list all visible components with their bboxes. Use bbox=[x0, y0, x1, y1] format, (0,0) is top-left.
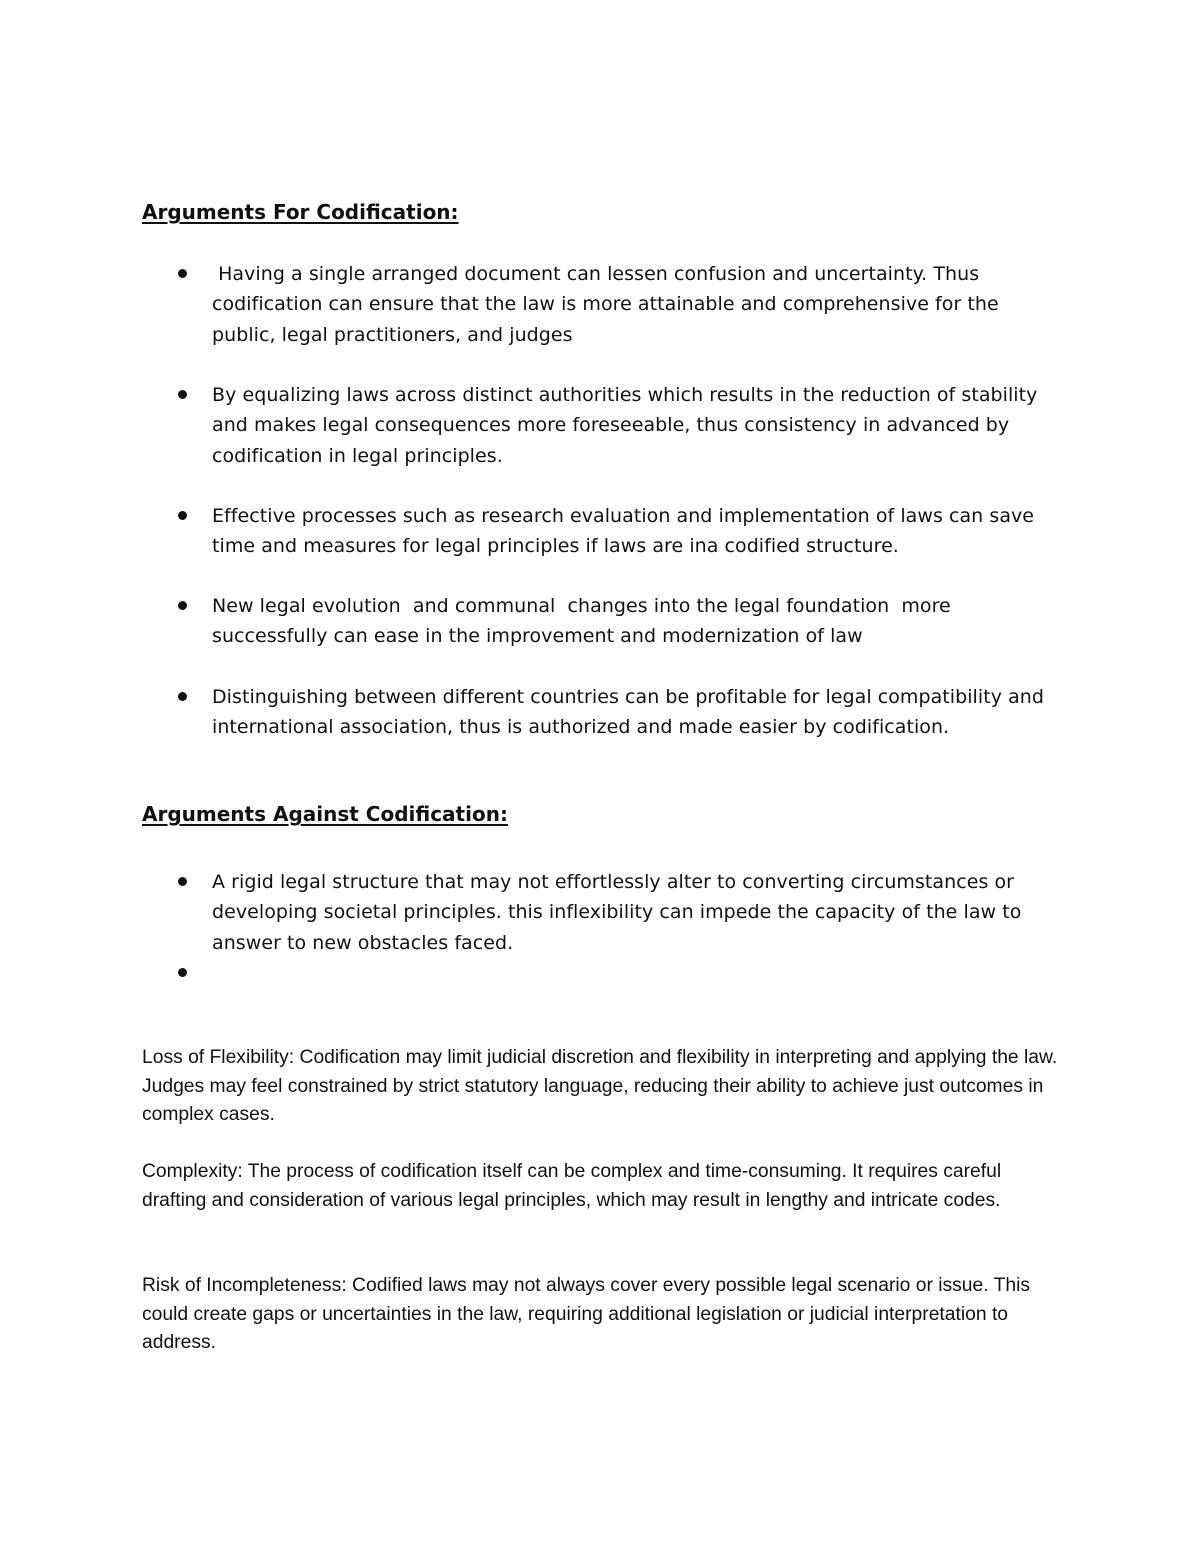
bullet-icon bbox=[178, 511, 187, 520]
list-item-text: Effective processes such as research evaluation and implementation of laws can save time and measures for legal principles if laws are ina codified structure. bbox=[212, 505, 1041, 558]
complexity-paragraph: Complexity: The process of codification itself can be complex and time-consuming. It requires careful drafting and consideration of various legal principles, which may result in lengthy and intricate codes. bbox=[142, 1161, 1002, 1211]
arguments-for-heading: Arguments For Codification: bbox=[142, 200, 459, 224]
bullet-icon bbox=[178, 601, 187, 610]
risk-of-incompleteness-paragraph: Risk of Incompleteness: Codified laws may not always cover every possible legal scenario or issue. This could create gaps or uncertainties in the law, requiring additional legislation or judicial interpretation to address. bbox=[142, 1275, 1031, 1354]
arguments-against-heading: Arguments Against Codification: bbox=[142, 802, 508, 826]
bullet-icon bbox=[178, 390, 187, 399]
list-item-text: A rigid legal structure that may not effortlessly alter to converting circumstances or developing societal principles. this inflexibility can impede the capacity of the law to answer to new obstacles faced. bbox=[212, 871, 1028, 954]
list-item-text: By equalizing laws across distinct authorities which results in the reduction of stability and makes legal consequences more foreseeable, thus consistency in advanced by codification in legal principles. bbox=[212, 384, 1044, 467]
loss-of-flexibility-paragraph: Loss of Flexibility: Codification may limit judicial discretion and flexibility in interpreting and applying the law. Judges may feel constrained by strict statutory language, reducing their ability to achieve just outcomes in complex cases. bbox=[142, 1047, 1058, 1126]
list-item-text: Distinguishing between different countries can be profitable for legal compatibility and international association, thus is authorized and made easier by codification. bbox=[212, 686, 1051, 739]
list-item-text: Having a single arranged document can lessen confusion and uncertainty. Thus codification can ensure that the law is more attainable and comprehensive for the public, legal practitioners, and judges bbox=[212, 263, 1005, 346]
bullet-icon bbox=[178, 968, 187, 977]
bullet-icon bbox=[178, 269, 187, 278]
bullet-icon bbox=[178, 692, 187, 701]
document-page bbox=[142, 0, 1062, 1553]
bullet-icon bbox=[178, 877, 187, 886]
list-item-text: New legal evolution and communal changes into the legal foundation more successfully can ease in the improvement and modernization of law bbox=[212, 595, 957, 648]
